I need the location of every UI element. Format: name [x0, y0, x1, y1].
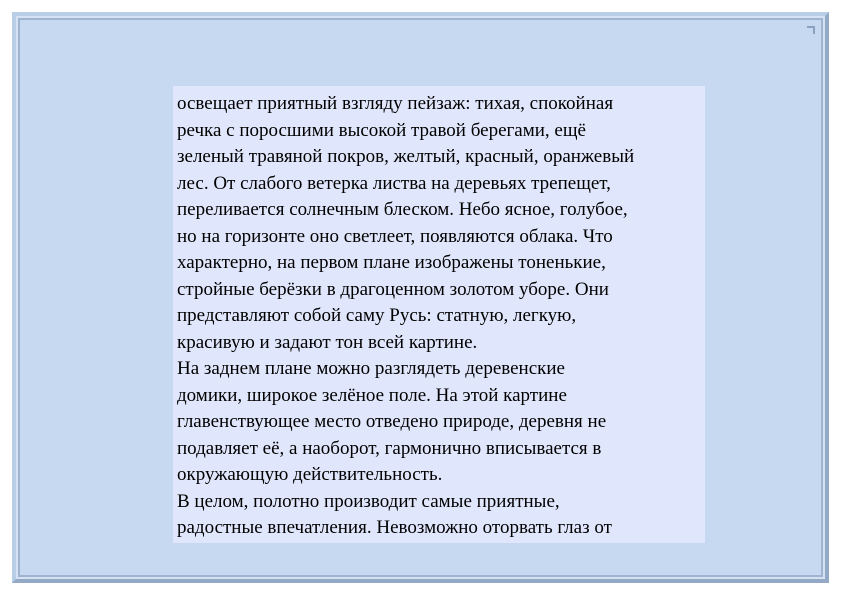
- text-line: стройные берёзки в драгоценном золотом уборе. Они: [177, 278, 609, 300]
- text-line: зеленый травяной покров, желтый, красный, оранжевый: [177, 146, 635, 167]
- text-line: освещает приятный взгляду пейзаж: тихая, спокойная: [177, 93, 614, 114]
- text-line: переливается солнечным блеском. Небо ясное, голубое,: [177, 199, 628, 220]
- text-line: В целом, полотно производит самые приятные,: [177, 490, 560, 512]
- text-line: но на горизонте оно светлеет, появляются облака. Что: [177, 225, 613, 247]
- text-line: окружающую действительность.: [177, 464, 443, 485]
- paragraph-3: [177, 489, 701, 542]
- text-line: На заднем плане можно разглядеть деревенские: [177, 358, 565, 379]
- corner-marker: [807, 26, 815, 34]
- text-box: [173, 86, 705, 543]
- paragraph-2: [177, 356, 701, 489]
- text-line: речка с поросшими высокой травой берегами, ещё: [177, 119, 586, 141]
- text-line: красивую и задают тон всей картине.: [177, 331, 478, 353]
- text-line: домики, широкое зелёное поле. На этой картине: [177, 384, 567, 406]
- text-line: подавляет её, а наоборот, гармонично вписывается в: [177, 437, 602, 459]
- text-line: радостные впечатления. Невозможно оторвать глаз от: [177, 517, 612, 538]
- text-line: лес. От слабого ветерка листва на деревьях трепещет,: [177, 172, 611, 194]
- text-line: главенствующее место отведено природе, деревня не: [177, 411, 607, 432]
- text-line: характерно, на первом плане изображены тоненькие,: [177, 252, 606, 273]
- paragraph-1: [177, 91, 701, 356]
- text-line: представляют собой саму Русь: статную, легкую,: [177, 305, 577, 326]
